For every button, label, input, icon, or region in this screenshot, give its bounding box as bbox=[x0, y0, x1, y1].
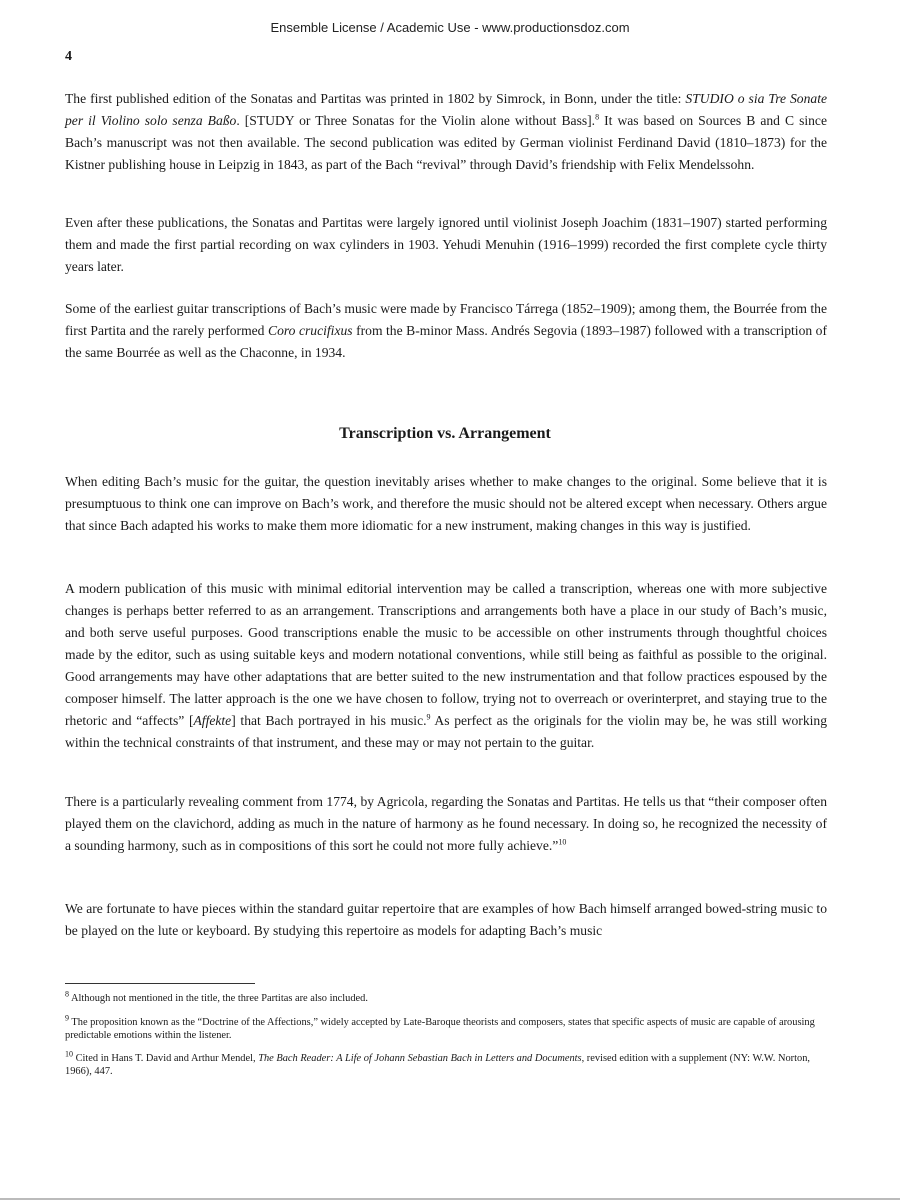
footnote-text: The proposition known as the “Doctrine of the Affections,” widely accepted by Late-Baroque theorists and composers, states that specific aspects of music are capable of arousing predictable emotions within the listener. bbox=[65, 1017, 815, 1041]
footnote-ref-8[interactable]: 8 bbox=[595, 112, 600, 122]
text-run: from the B-minor Mass. Andrés Segovia (1893–1987) followed with a transcription of the same Bourrée as well as the Chaconne, in 1934. bbox=[65, 323, 827, 360]
paragraph-first-edition bbox=[65, 88, 827, 176]
license-banner[interactable]: Ensemble License / Academic Use - www.productionsdoz.com bbox=[270, 20, 630, 35]
paragraph-transcription-arrangement bbox=[65, 578, 827, 754]
footnote-divider bbox=[65, 983, 255, 984]
paragraph-joachim: Even after these publications, the Sonatas and Partitas were largely ignored until violinist Joseph Joachim (1831–1907) started performing them and made the first partial recording on wax cylinders in 1903. Yehudi Menuhin (1916–1999) recorded the first complete cycle thirty years later. bbox=[65, 215, 827, 274]
paragraph-tarrega bbox=[65, 298, 827, 364]
footnote-10 bbox=[65, 1049, 827, 1078]
footnote-number: 9 bbox=[65, 1013, 69, 1023]
text-run: Some of the earliest guitar transcriptions of Bach’s music were made by Francisco Tárrega (1852–1909); among them, the Bourrée from the first Partita and the rarely performed bbox=[65, 301, 827, 338]
section-heading: Transcription vs. Arrangement bbox=[339, 425, 551, 442]
footnote-text: Although not mentioned in the title, the three Partitas are also included. bbox=[69, 993, 368, 1004]
footnote-9 bbox=[65, 1013, 827, 1042]
paragraph-editing: When editing Bach’s music for the guitar, the question inevitably arises whether to make changes to the original. Some believe that it is presumptuous to think one can improve on Bach’s work, and therefore the music should not be altered except when necessary. Others argue that since Bach adapted his works to make them more idiomatic for a new instrument, making changes in this way is justified. bbox=[65, 474, 827, 533]
text-run: There is a particularly revealing comment from 1774, by Agricola, regarding the Sonatas and Partitas. He tells us that “their composer often played them on the clavichord, adding as much in the nature of harmony as he found necessary. In doing so, he recognized the necessity of a sounding harmony, such as in compositions of this sort he could not more fully achieve.” bbox=[65, 794, 827, 853]
footnote-number: 10 bbox=[65, 1049, 73, 1059]
text-run: ] that Bach portrayed in his music. bbox=[231, 713, 427, 728]
italic-book-title: The Bach Reader: A Life of Johann Sebastian Bach in Letters and Documents bbox=[258, 1053, 582, 1064]
text-run: It was based on Sources B and C since Bach’s manuscript was not then available. The second publication was edited by German violinist Ferdinand David (1810–1873) for the Kistner publishing house in Leipzig in 1843, as part of the Bach “revival” through David’s friendship with Felix Mendelssohn. bbox=[65, 113, 828, 172]
text-run: The first published edition of the Sonatas and Partitas was printed in 1802 by Simrock, in Bonn, under the title: bbox=[65, 91, 686, 106]
paragraph-agricola bbox=[65, 791, 827, 857]
text-run: . [STUDY or Three Sonatas for the Violin alone without Bass]. bbox=[236, 113, 596, 128]
footnote-ref-9[interactable]: 9 bbox=[426, 712, 431, 722]
italic-title: Coro crucifixus bbox=[268, 323, 353, 338]
footnote-ref-10[interactable]: 10 bbox=[558, 837, 567, 847]
footnote-text: Cited in Hans T. David and Arthur Mendel, bbox=[73, 1053, 259, 1064]
footnote-text: , revised edition with a supplement (NY: W.W. Norton, 1966), 447. bbox=[65, 1053, 810, 1077]
footnote-number: 8 bbox=[65, 989, 69, 999]
italic-title: STUDIO o sia Tre Sonate per il Violino solo senza Baßo bbox=[65, 91, 827, 128]
italic-term: Affekte bbox=[193, 713, 232, 728]
footnote-8 bbox=[65, 989, 827, 1005]
page-number: 4 bbox=[65, 49, 72, 64]
text-run: As perfect as the originals for the violin may be, he was still working within the technical constraints of that instrument, and these may or may not pertain to the guitar. bbox=[65, 713, 828, 750]
paragraph-repertoire: We are fortunate to have pieces within the standard guitar repertoire that are examples of how Bach himself arranged bowed-string music to be played on the lute or keyboard. By studying this repertoire as models for adapting Bach’s music bbox=[65, 901, 827, 938]
text-run: A modern publication of this music with minimal editorial intervention may be called a transcription, whereas one with more subjective changes is perhaps better referred to as an arrangement. Transcriptions and arrangements both have a place in our study of Bach’s music, and both serve useful purposes. Good transcriptions enable the music to be accessible on other instruments through thoughtful choices made by the editor, such as using suitable keys and modern notational conventions, while still being as faithful as possible to the original. Good arrangements may have other adaptations that are better suited to the new instrumentation and that follow practices espoused by the composer himself. The latter approach is the one we have chosen to follow, trying not to overreach or overinterpret, and staying true to the rhetoric and “affects” [ bbox=[65, 581, 827, 728]
